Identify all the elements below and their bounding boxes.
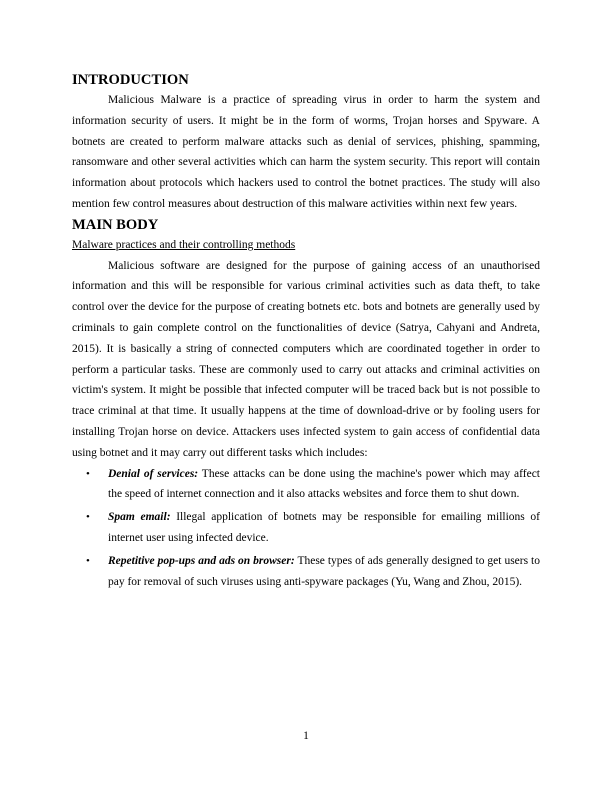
bullet-icon: •	[86, 467, 90, 480]
bullet-icon: •	[86, 554, 90, 567]
list-item-term: Spam email:	[108, 511, 171, 524]
page-number: 1	[303, 730, 309, 742]
list-item-term: Repetitive pop-ups and ads on browser:	[108, 554, 295, 567]
list-item	[72, 464, 540, 506]
list-item	[72, 507, 540, 549]
list-item	[72, 551, 540, 593]
introduction-heading: INTRODUCTION	[72, 72, 189, 88]
attack-tasks-list	[72, 464, 540, 593]
introduction-paragraph: Malicious Malware is a practice of spreading virus in order to harm the system and information security of users. It might be in the form of worms, Trojan horses and Spyware. A botnets are created to perform malware attacks such as denial of services, phishing, spamming, ransomware and other several activities which can harm the system security. This report will contain information about protocols which hackers used to control the botnet practices. The study will also mention few control measures about destruction of this malware activities within next few years.	[72, 94, 540, 210]
main-body-heading: MAIN BODY	[72, 216, 159, 233]
malware-practices-subheading: Malware practices and their controlling methods	[72, 238, 296, 251]
document-page	[72, 70, 540, 594]
bullet-icon: •	[86, 511, 90, 524]
list-item-text: These attacks can be done using the machine's power which may affect the speed of internet connection and it also attacks websites and force them to shut down.	[108, 467, 540, 501]
list-item-text: These types of ads generally designed to get users to pay for removal of such viruses using anti-spyware packages (Yu, Wang and Zhou, 2015).	[108, 554, 540, 588]
main-body-paragraph: Malicious software are designed for the purpose of gaining access of an unauthorised information and this will be responsible for various criminal activities such as data theft, to take control over the device for the purpose of creating botnets etc. bots and botnets are generally used by criminals to gain complete control on the functionalities of device (Satrya, Cahyani and Andreta, 2015). It is basically a string of connected computers which are coordinated together in order to perform a particular tasks. These are commonly used to carry out attacks and criminal activities on victim's system. It might be possible that infected computer will be traced back but is not possible to trace criminal at that time. It usually happens at the time of download-drive or by fooling users for installing Trojan horse on device. Attackers uses infected system to gain access of confidential data using botnet and it may carry out different tasks which includes:	[72, 259, 540, 459]
list-item-text: Illegal application of botnets may be responsible for emailing millions of internet user using infected device.	[108, 511, 540, 544]
list-item-term: Denial of services:	[108, 467, 199, 480]
